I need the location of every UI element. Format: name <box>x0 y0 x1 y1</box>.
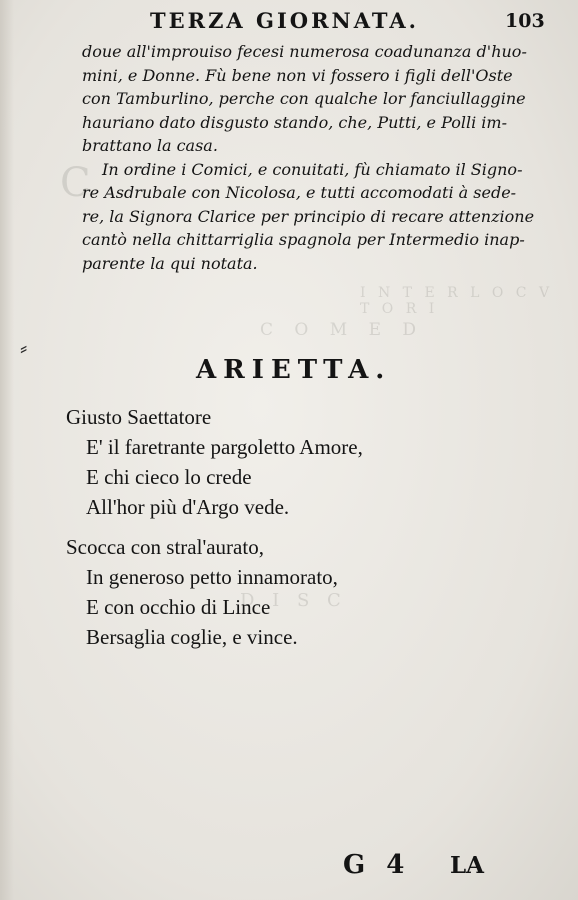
prose-line: con Tamburlino, perche con qualche lor fanciullaggine <box>82 89 526 108</box>
running-head: TERZA GIORNATA. <box>150 8 419 33</box>
prose-line: parente la qui notata. <box>82 253 258 273</box>
prose-line: cantò nella chittarriglia spagnola per Intermedio inap- <box>82 230 525 249</box>
verse-line: All'hor più d'Argo vede. <box>86 495 290 519</box>
page-footer <box>0 846 578 886</box>
prose-line: brattano la casa. <box>82 136 218 155</box>
stanza-2 <box>66 532 486 652</box>
page-edge-shadow <box>0 0 14 900</box>
stanza-1 <box>66 402 486 522</box>
show-through-heading: C <box>60 160 97 206</box>
prose-line: In ordine i Comici, e conuitati, fù chiamato il Signo- <box>102 159 523 179</box>
show-through-text: D I S C <box>240 590 347 611</box>
prose-line: re, la Signora Clarice per principio di recare attenzione <box>82 206 535 226</box>
verse-line: Giusto Saettatore <box>66 405 212 429</box>
aria-title: ARIETTA. <box>196 355 392 385</box>
margin-mark: ⸗ <box>20 336 28 361</box>
catchword: LA <box>450 852 485 879</box>
page-header <box>0 6 578 36</box>
verse-line: E' il faretrante pargoletto Amore, <box>86 435 363 459</box>
show-through-text: C O M E D <box>260 320 425 340</box>
show-through-text: I N T E R L O C V T O R I <box>360 285 554 317</box>
verse-line: E chi cieco lo crede <box>86 465 252 489</box>
verse-line: E con occhio di Lince <box>86 595 271 619</box>
prose-line: mini, e Donne. Fù bene non vi fossero i figli dell'Oste <box>82 65 513 85</box>
prose-block <box>82 40 550 275</box>
verse-line: In generoso petto innamorato, <box>86 565 338 589</box>
page-number: 103 <box>505 10 545 32</box>
prose-line: hauriano dato disgusto stando, che, Putti, e Polli im- <box>82 112 507 132</box>
prose-line: doue all'improuiso fecesi numerosa coadunanza d'huo- <box>82 42 527 61</box>
verse-line: Bersaglia coglie, e vince. <box>86 625 298 649</box>
verse-line: Scocca con stral'aurato, <box>66 535 264 559</box>
prose-line: re Asdrubale con Nicolosa, e tutti accomodati à sede- <box>82 183 517 202</box>
signature-mark: G 4 <box>343 850 411 880</box>
